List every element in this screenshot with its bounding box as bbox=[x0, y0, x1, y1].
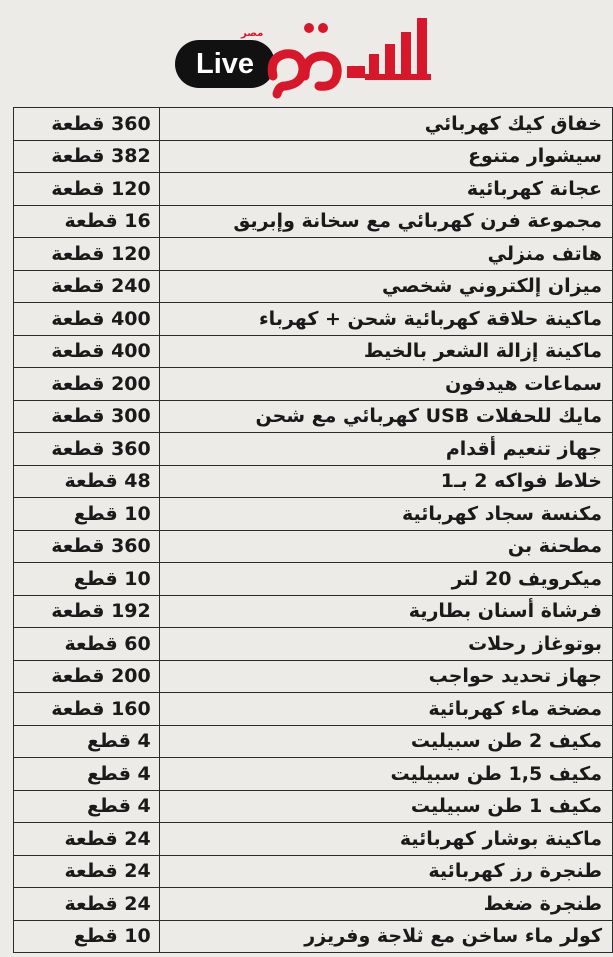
item-name: مضخة ماء كهربائية bbox=[159, 693, 612, 726]
item-quantity: 400 قطعة bbox=[14, 335, 160, 368]
item-quantity: 10 قطع bbox=[14, 498, 160, 531]
table-row bbox=[14, 660, 613, 693]
table-row bbox=[14, 368, 613, 401]
site-logo[interactable] bbox=[173, 14, 453, 96]
item-name: عجانة كهربائية bbox=[159, 173, 612, 206]
item-name: مكيف 2 طن سبيليت bbox=[159, 725, 612, 758]
item-quantity: 382 قطعة bbox=[14, 140, 160, 173]
item-quantity: 4 قطع bbox=[14, 725, 160, 758]
item-quantity: 400 قطعة bbox=[14, 303, 160, 336]
item-name: مطحنة بن bbox=[159, 530, 612, 563]
product-table bbox=[13, 107, 602, 953]
item-quantity: 200 قطعة bbox=[14, 368, 160, 401]
item-quantity: 360 قطعة bbox=[14, 433, 160, 466]
table-row bbox=[14, 595, 613, 628]
item-quantity: 360 قطعة bbox=[14, 108, 160, 141]
item-quantity: 24 قطعة bbox=[14, 888, 160, 921]
item-name: مكيف 1 طن سبيليت bbox=[159, 790, 612, 823]
item-name: ماكينة بوشار كهربائية bbox=[159, 823, 612, 856]
table-row bbox=[14, 498, 613, 531]
item-quantity: 24 قطعة bbox=[14, 855, 160, 888]
table-row bbox=[14, 270, 613, 303]
table-row bbox=[14, 628, 613, 661]
table-row bbox=[14, 920, 613, 953]
item-quantity: 48 قطعة bbox=[14, 465, 160, 498]
table-row bbox=[14, 563, 613, 596]
table-row bbox=[14, 140, 613, 173]
table-row bbox=[14, 400, 613, 433]
item-name: ميكرويف 20 لتر bbox=[159, 563, 612, 596]
item-name: بوتوغاز رحلات bbox=[159, 628, 612, 661]
item-quantity: 200 قطعة bbox=[14, 660, 160, 693]
item-name: ميزان إلكتروني شخصي bbox=[159, 270, 612, 303]
item-name: مجموعة فرن كهربائي مع سخانة وإبريق bbox=[159, 205, 612, 238]
item-quantity: 360 قطعة bbox=[14, 530, 160, 563]
item-quantity: 120 قطعة bbox=[14, 238, 160, 271]
item-quantity: 192 قطعة bbox=[14, 595, 160, 628]
table-row bbox=[14, 758, 613, 791]
item-name: سيشوار متنوع bbox=[159, 140, 612, 173]
table-row bbox=[14, 108, 613, 141]
logo-brand-mark bbox=[265, 14, 453, 96]
item-name: ماكينة إزالة الشعر بالخيط bbox=[159, 335, 612, 368]
item-quantity: 10 قطع bbox=[14, 563, 160, 596]
table-row bbox=[14, 433, 613, 466]
table-row bbox=[14, 465, 613, 498]
table-row bbox=[14, 823, 613, 856]
table-row bbox=[14, 205, 613, 238]
item-name: خلاط فواكه 2 بـ1 bbox=[159, 465, 612, 498]
item-name: جهاز تنعيم أقدام bbox=[159, 433, 612, 466]
item-quantity: 4 قطع bbox=[14, 790, 160, 823]
logo-masr-text: مصر bbox=[241, 28, 264, 39]
item-quantity: 10 قطع bbox=[14, 920, 160, 953]
item-name: هاتف منزلي bbox=[159, 238, 612, 271]
item-name: كولر ماء ساخن مع ثلاجة وفريزر bbox=[159, 920, 612, 953]
table-row bbox=[14, 693, 613, 726]
item-quantity: 160 قطعة bbox=[14, 693, 160, 726]
item-name: طنجرة رز كهربائية bbox=[159, 855, 612, 888]
table-row bbox=[14, 725, 613, 758]
item-quantity: 24 قطعة bbox=[14, 823, 160, 856]
item-name: ماكينة حلاقة كهربائية شحن + كهرباء bbox=[159, 303, 612, 336]
item-quantity: 120 قطعة bbox=[14, 173, 160, 206]
item-quantity: 240 قطعة bbox=[14, 270, 160, 303]
item-name: مكيف 1,5 طن سبيليت bbox=[159, 758, 612, 791]
item-name: جهاز تحديد حواجب bbox=[159, 660, 612, 693]
table-row bbox=[14, 530, 613, 563]
item-quantity: 4 قطع bbox=[14, 758, 160, 791]
item-name: طنجرة ضغط bbox=[159, 888, 612, 921]
table-row bbox=[14, 888, 613, 921]
item-name: مكنسة سجاد كهربائية bbox=[159, 498, 612, 531]
table-row bbox=[14, 238, 613, 271]
table-row bbox=[14, 173, 613, 206]
table-row bbox=[14, 855, 613, 888]
table-row bbox=[14, 335, 613, 368]
item-quantity: 16 قطعة bbox=[14, 205, 160, 238]
item-name: مايك للحفلات USB كهربائي مع شحن bbox=[159, 400, 612, 433]
table-row bbox=[14, 790, 613, 823]
item-name: سماعات هيدفون bbox=[159, 368, 612, 401]
item-name: فرشاة أسنان بطارية bbox=[159, 595, 612, 628]
table-row bbox=[14, 303, 613, 336]
item-quantity: 300 قطعة bbox=[14, 400, 160, 433]
item-quantity: 60 قطعة bbox=[14, 628, 160, 661]
logo-live-pill: Live bbox=[175, 40, 275, 88]
item-name: خفاق كيك كهربائي bbox=[159, 108, 612, 141]
